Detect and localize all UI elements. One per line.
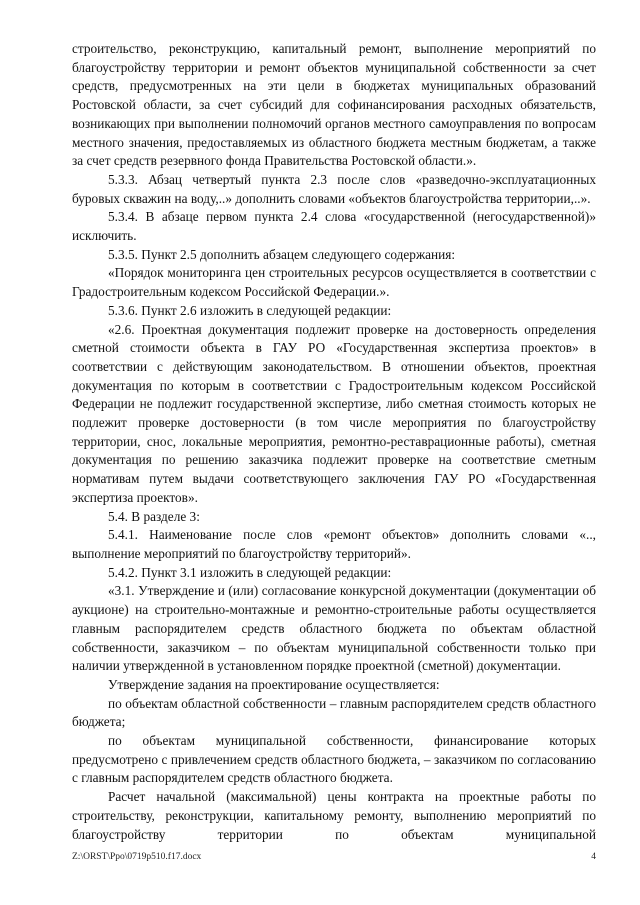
paragraph-regional: по объектам областной собственности – главным распорядителем средств областного бюджета; [72,695,596,730]
page-footer [72,852,596,862]
document-page [72,40,596,844]
page-number: 4 [591,852,596,862]
paragraph-5-4: 5.4. В разделе 3: [108,508,200,524]
file-path: Z:\ORST\Ppo\0719p510.f17.docx [72,852,202,862]
paragraph-5-3-6: 5.3.6. Пункт 2.6 изложить в следующей редакции: [108,302,392,318]
paragraph-continuation: строительство, реконструкцию, капитальный ремонт, выполнение мероприятий по благоустройству территории и ремонт объектов муниципальной собственности за счет средств, предусмотренных на эти цели в бюджетах муниципальных образований Ростовской области, за счет субсидий для софинансирования расходных обязательств, возникающих при выполнении полномочий органов местного самоуправления по вопросам местного значения, предоставляемых из областного бюджета местным бюджетам, а также за счет средств резервного фонда Правительства Ростовской области.». [72,41,596,169]
paragraph-approval: Утверждение задания на проектирование осуществляется: [108,676,440,692]
paragraph-quote-monitoring: «Порядок мониторинга цен строительных ресурсов осуществляется в соответствии с Градостроительным кодексом Российской Федерации.». [72,265,596,300]
paragraph-5-4-1: 5.4.1. Наименование после слов «ремонт объектов» дополнить словами «.., выполнение мероприятий по благоустройству территорий». [72,527,596,561]
paragraph-municipal: по объектам муниципальной собственности, финансирование которых предусмотрено с привлечением средств областного бюджета, – заказчиком по согласованию с главным распорядителем средств областного бюджета. [72,733,596,786]
paragraph-5-3-4: 5.3.4. В абзаце первом пункта 2.4 слова «государственной (негосударственной)» исключить. [72,209,596,244]
paragraph-5-3-3: 5.3.3. Абзац четвертый пункта 2.3 после слов «разведочно-эксплуатационных буровых скважин на воду,..» дополнить словами «объектов благоустройства территории,..». [72,171,596,206]
paragraph-5-4-2: 5.4.2. Пункт 3.1 изложить в следующей редакции: [108,564,392,580]
paragraph-quote-2-6: «2.6. Проектная документация подлежит проверке на достоверность определения сметной стоимости объекта в ГАУ РО «Государственная экспертиза проектов» в соответствии с действующим законодательством. В отношении объектов, проектная документация по которым в соответствии с Градостроительным кодексом Российской Федерации не подлежит государственной экспертизе, либо сметная стоимость которых не подлежит проверке достоверности (в том числе мероприятия по благоустройству территории, снос, локальные мероприятия, ремонтно-реставрационные работы), сметная документация по решению заказчика подлежит проверке на соответствие сметным нормативам путем выдачи соответствующего заключения ГАУ РО «Государственная экспертиза проектов». [72,321,596,505]
paragraph-5-3-5: 5.3.5. Пункт 2.5 дополнить абзацем следующего содержания: [108,246,456,262]
paragraph-price-calculation: Расчет начальной (максимальной) цены контракта на проектные работы по строительству, реконструкции, капитальному ремонту, выполнению мероприятий по благоустройству территории по объектам муниципальной [72,789,596,842]
paragraph-quote-3-1: «3.1. Утверждение и (или) согласование конкурсной документации (документации об аукционе) на строительно-монтажные и ремонтно-строительные работы осуществляется главным распорядителем средств областного бюджета по объектам областной собственности, заказчиком – по объектам муниципальной собственности только при наличии утвержденной в установленном порядке проектной (сметной) документации. [72,583,596,674]
